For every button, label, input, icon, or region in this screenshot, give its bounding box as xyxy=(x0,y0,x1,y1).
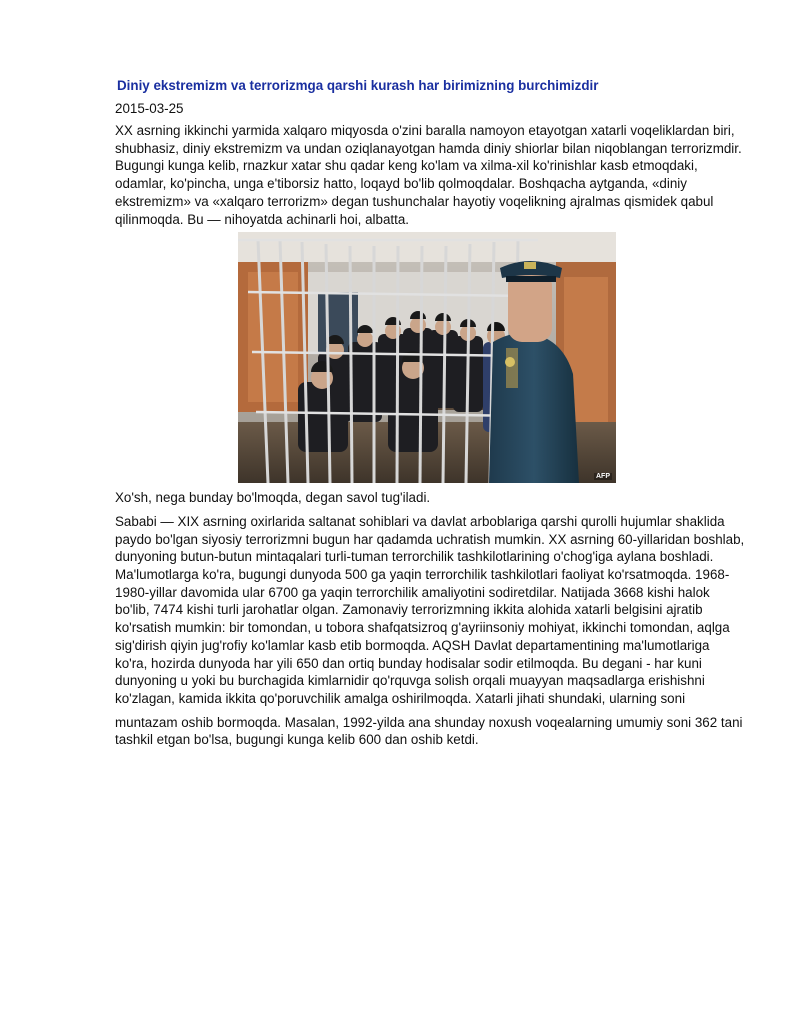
photo-credit: AFP xyxy=(596,473,610,481)
article xyxy=(115,76,745,749)
question-paragraph: Xo'sh, nega bunday bo'lmoqda, degan savol tug'iladi. xyxy=(115,490,431,506)
body-paragraph: Sababi — XIX asrning oxirlarida saltanat sohiblari va davlat arboblariga qarshi qurolli hujumlar shaklida paydo bo'lgan siyosiy terrorizmni bugun har qadamda uchratish mumkin. XX asrning 60-yillaridan boshlab, dunyoning butun-butun mintaqalari turli-tuman terrorchilik tashkilotlarining o'chog'iga aylana boshladi. Ma'lumotlarga ko'ra, bugungi dunyoda 500 ga yaqin terrorchilik tashkilotlari faoliyat ko'rsatmoqda. 1968-1980-yillar davomida ular 6700 ga yaqin terrorchilik amaliyotini sodiretdilar. Natijada 3668 kishi halok bo'lib, 7474 kishi turli jarohatlar olgan. Zamonaviy terrorizmning ikkita alohida xatarli belgisini ajratib ko'rsatish mumkin: bir tomondan, u tobora shafqatsizroq g'ayriinsoniy mohiyat, ikkinchi tomondan, aqlga sig'dirish qiyin jug'rofiy ko'lamlar kasb etib bormoqda. AQSH Davlat departamentining ma'lumotlariga ko'ra, hozirda dunyoda har yili 650 dan ortiq bunday hodisalar sodir etilmoqda. Bu degani - har kuni dunyoning u yoki bu burchagida kimlarnidir qo'rquvga solish orqali muayyan maqsadlarga erishishni ko'zlagan, kamida ikkita qo'poruvchilik amalga oshirilmoqda. Xatarli jihati shundaki, ularning soni xyxy=(115,513,745,706)
article-date: 2015-03-25 xyxy=(115,101,184,116)
courtroom-photo xyxy=(238,232,616,483)
courtroom-photo-illustration xyxy=(238,232,616,483)
continuation-paragraph: muntazam oshib bormoqda. Masalan, 1992-yilda ana shunday noxush voqealarning umumiy soni 362 tani tashkil etgan bo'lsa, bugungi kunga kelib 600 dan oshib ketdi. xyxy=(115,714,743,748)
intro-paragraph: XX asrning ikkinchi yarmida xalqaro miqyosda o'zini baralla namoyon etayotgan xatarli voqeliklardan biri, shubhasiz, diniy ekstremizm va undan oziqlanayotgan hamda diniy shiorlar bilan niqoblangan terrorizmdir. Bugungi kunga kelib, rnazkur xatar shu qadar keng ko'lam va xilma-xil ko'rinishlar kasb etmoqdaki, odamlar, ko'pincha, unga e'tiborsiz hatto, loqayd bo'lib qolmoqdalar. Boshqacha aytganda, «diniy ekstremizm» va «xalqaro terrorizm» degan tushunchalar hayotiy voqelikning ajralmas qismidek qabul qilinmoqda. Bu — nihoyatda achinarli hoi, albatta. xyxy=(115,123,742,227)
article-title[interactable]: Diniy ekstremizm va terrorizmga qarshi kurash har birimizning burchimizdir xyxy=(117,78,599,93)
